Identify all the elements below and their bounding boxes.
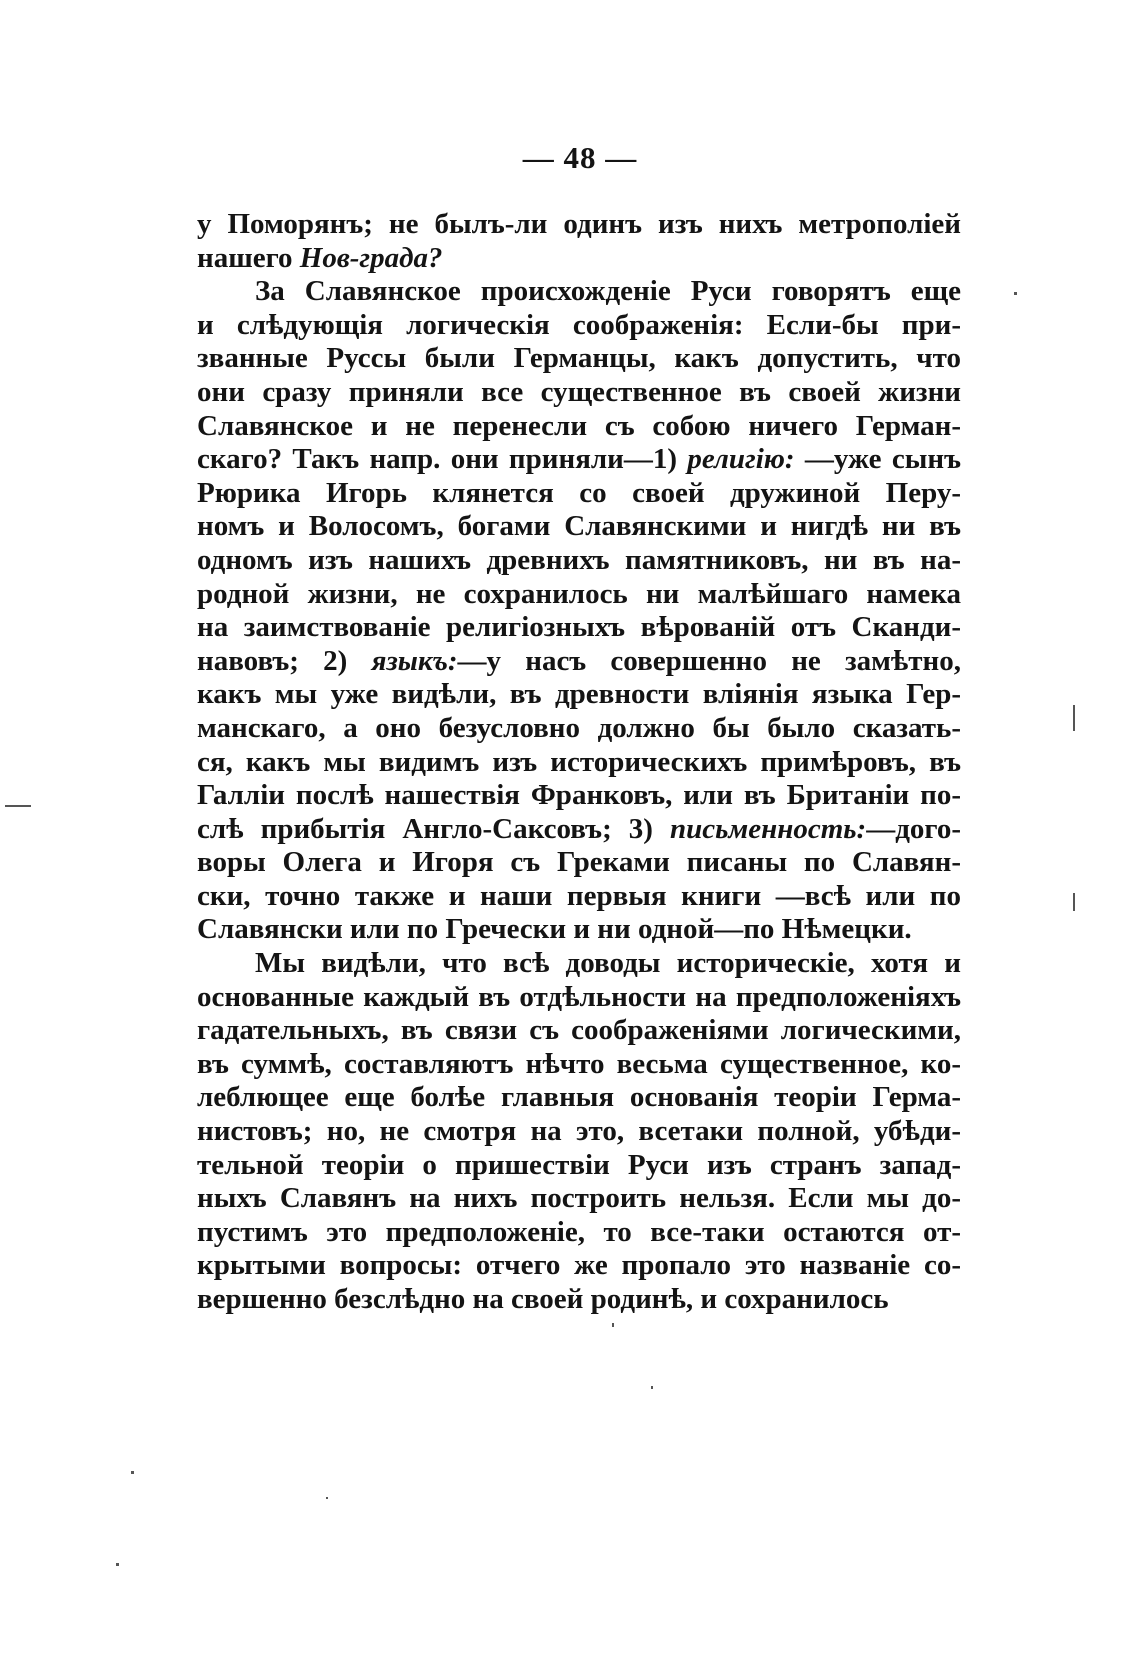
text-line [197,376,961,410]
text-segment: тельной теорiи о пришествiи Руси изъ странъ запад- [197,1148,961,1181]
text-segment: вершенно безслѣдно на своей родинѣ, и сохранилось [197,1283,889,1315]
text-segment: Мы видѣли, что всѣ доводы историческiе, хотя и [255,947,961,980]
text-segment: —уже сынъ [794,443,961,476]
italic-term: письменность: [670,812,867,845]
text-line [197,275,961,309]
text-segment: одномъ изъ нашихъ древнихъ памятниковъ, ни въ на- [197,543,961,576]
text-line [197,645,961,679]
text-line [197,1048,961,1082]
text-line [197,1249,961,1283]
margin-mark [1073,893,1075,911]
text-line [197,947,961,981]
text-line [197,981,961,1015]
text-line [197,342,961,376]
text-line [197,880,961,914]
text-segment: крытыми вопросы: отчего же пропало это названiе со- [197,1249,961,1282]
text-segment: на заимствованiе религiозныхъ вѣрованiй отъ Сканди- [197,611,961,644]
italic-term: Нов-града? [299,241,443,274]
text-line [197,712,961,746]
text-line [197,510,961,544]
text-segment: Галлiи послѣ нашествiя Франковъ, или въ Британiи по- [197,779,961,812]
text-segment: номъ и Волосомъ, богами Славянскими и нигдѣ ни въ [197,510,961,543]
text-segment: у Поморянъ; не былъ-ли одинъ изъ нихъ метрополiей [197,208,961,240]
text-line [197,1014,961,1048]
text-segment: леблющее еще болѣе главныя основанiя теорiи Герма- [197,1081,961,1114]
text-line [197,1216,961,1250]
text-line [197,1149,961,1183]
text-line [197,611,961,645]
text-line [197,1081,961,1115]
text-line [197,678,961,712]
text-line [197,913,961,947]
text-segment: Славянски или по Гречески и ни одной—по Нѣмецки. [197,913,912,946]
text-segment: ся, какъ мы видимъ изъ историческихъ примѣровъ, въ [197,745,961,778]
text-line [197,208,961,242]
margin-mark [326,1497,328,1499]
text-segment: скаго? Такъ напр. они приняли—1) [197,443,688,476]
text-segment: они сразу приняли все существенное въ своей жизни [197,375,961,408]
text-segment: За Славянское происхожденiе Руси говорятъ еще [255,275,961,308]
text-segment: нашего [197,241,300,274]
italic-term: языкъ: [371,644,458,677]
text-segment: —дого- [866,812,961,845]
margin-mark [5,805,31,807]
text-line [197,410,961,444]
text-segment: манскаго, а оно безусловно должно бы было сказать- [197,711,961,744]
text-line [197,813,961,847]
text-segment: въ суммѣ, составляютъ нѣчто весьма существенное, ко- [197,1047,961,1080]
page-number: — 48 — [522,140,638,175]
text-segment: основанные каждый въ отдѣльности на предположенiяхъ [197,980,961,1013]
margin-mark [1073,705,1075,731]
text-segment: навовъ; 2) [197,644,372,677]
text-line [197,544,961,578]
text-line [197,746,961,780]
text-segment: слѣ прибытiя Англо-Саксовъ; 3) [197,812,671,845]
text-segment: и слѣдующiя логическiя соображенiя: Если-бы при- [197,308,961,341]
text-line [197,1115,961,1149]
text-segment: какъ мы уже видѣли, въ древности влiянiя языка Гер- [197,678,961,711]
text-segment: званные Руссы были Германцы, какъ допустить, что [197,342,961,375]
text-segment: нистовъ; но, не смотря на это, всетаки полной, убѣди- [197,1115,961,1148]
text-line [197,1283,961,1317]
text-line [197,1182,961,1216]
text-segment: гадательныхъ, въ связи съ соображенiями логическими, [197,1014,961,1047]
text-segment: родной жизни, не сохранилось ни малѣйшаго намека [197,577,961,610]
text-line [197,477,961,511]
margin-mark [116,1563,119,1566]
paragraph [197,275,961,947]
text-line [197,309,961,343]
text-segment: ски, точно также и наши первыя книги —всѣ или по [197,879,961,912]
margin-mark [131,1471,134,1474]
margin-mark [1014,292,1017,295]
text-line [197,242,961,276]
text-line [197,578,961,612]
text-segment: —у насъ совершенно не замѣтно, [457,644,961,677]
text-segment: Славянское и не перенесли съ собою ничего Герман- [197,409,961,442]
text-segment: Рюрика Игорь клянется со своей дружиной Перу- [197,476,961,509]
margin-mark [651,1386,653,1389]
italic-term: религiю: [687,443,795,476]
text-segment: ныхъ Славянъ на нихъ построить нельзя. Если мы до- [197,1182,961,1215]
text-segment: воры Олега и Игоря съ Греками писаны по Славян- [197,846,961,879]
text-line [197,443,961,477]
paragraph [197,208,961,275]
body-text [197,208,961,1317]
text-segment: пустимъ это предположенiе, то все-таки остаются от- [197,1215,961,1248]
text-line [197,779,961,813]
paragraph [197,947,961,1317]
text-line [197,846,961,880]
margin-mark [612,1323,614,1327]
